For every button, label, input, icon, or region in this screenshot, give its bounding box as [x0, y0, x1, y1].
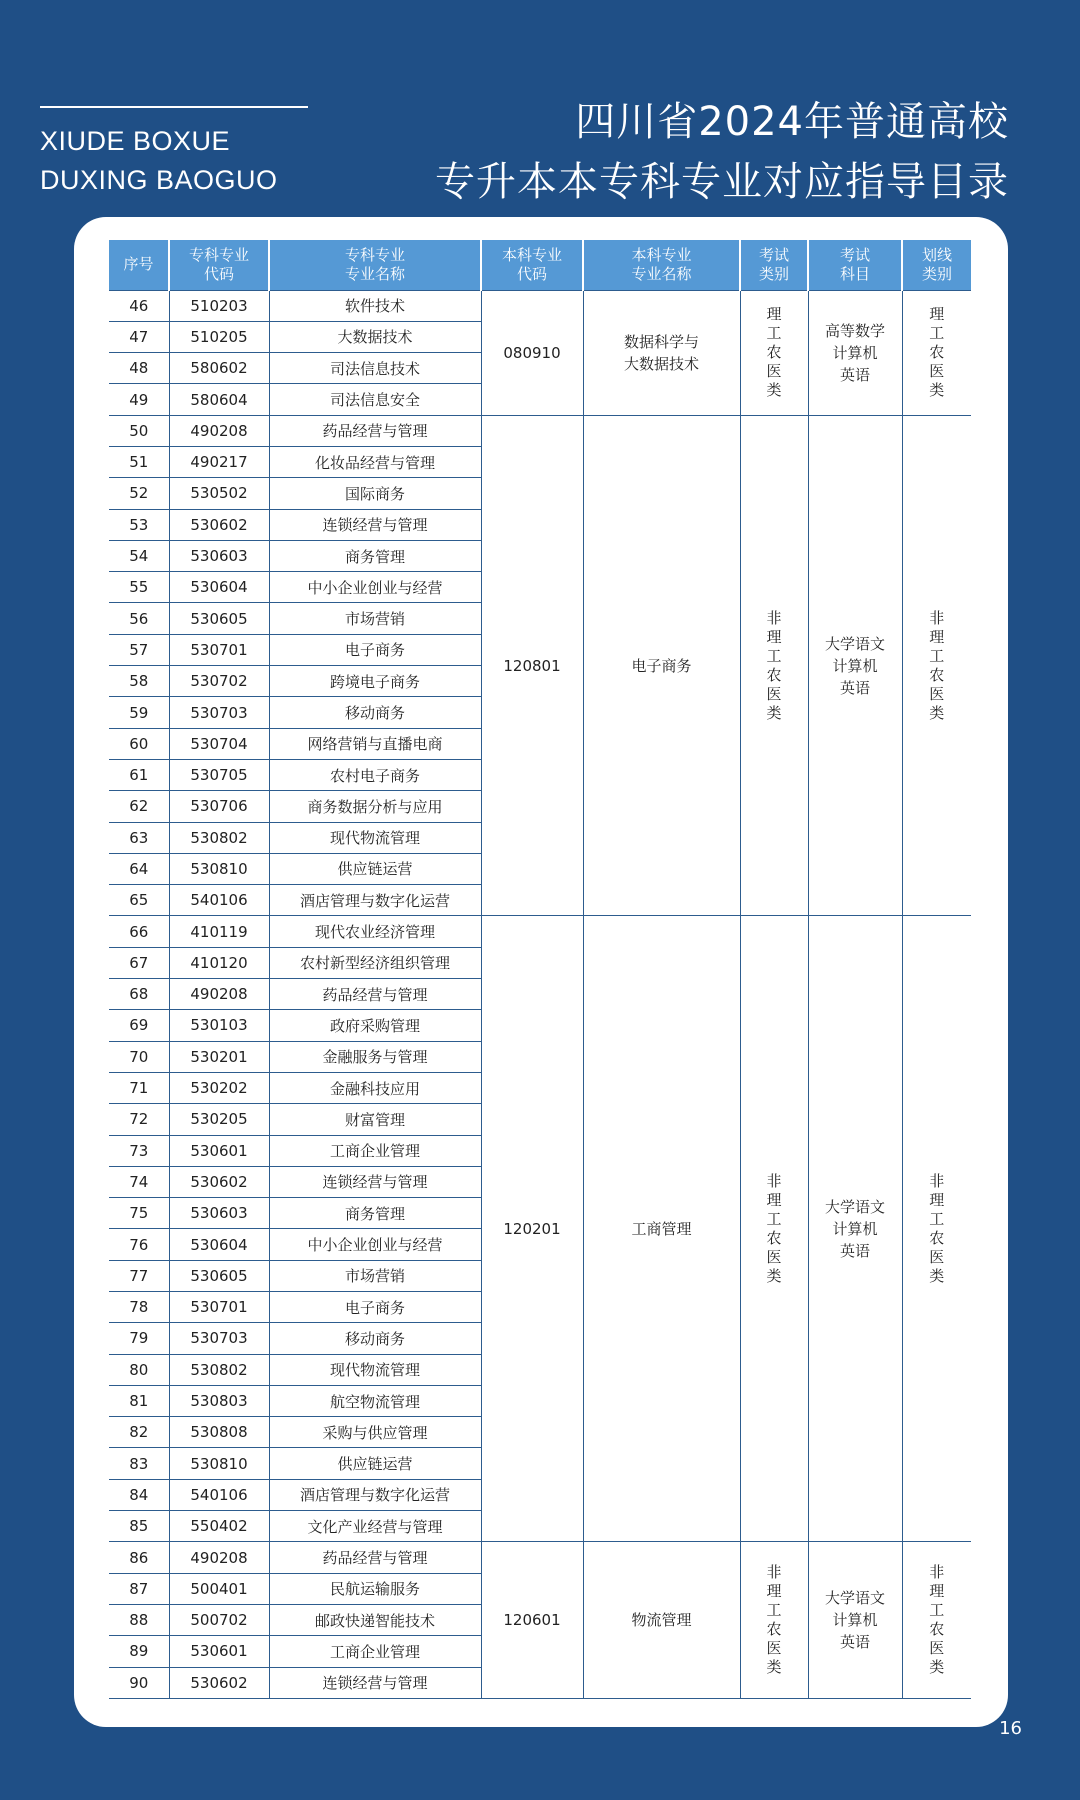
row-number-cell: 82: [109, 1417, 169, 1448]
bk-name-line: 电子商务: [631, 656, 692, 675]
zk-code-cell: 530802: [169, 1354, 269, 1385]
row-number-cell: 54: [109, 540, 169, 571]
zk-name-cell: 民航运输服务: [269, 1573, 481, 1604]
table-header-cell: [808, 240, 902, 290]
row-number-cell: 80: [109, 1354, 169, 1385]
bk-name-line: 数据科学与: [623, 332, 699, 351]
table-header-cell: [269, 240, 481, 290]
zk-code-cell: 580604: [169, 384, 269, 415]
row-number-cell: 79: [109, 1323, 169, 1354]
zk-name-cell: 移动商务: [269, 1323, 481, 1354]
zk-code-cell: 490208: [169, 1542, 269, 1573]
zk-name-cell: 采购与供应管理: [269, 1417, 481, 1448]
zk-name-cell: 现代物流管理: [269, 822, 481, 853]
row-number-cell: 58: [109, 666, 169, 697]
exam-subject-line: 大学语文: [824, 1589, 885, 1608]
zk-name-cell: 中小企业创业与经营: [269, 572, 481, 603]
bk-name-line: 工商管理: [631, 1219, 692, 1238]
row-number-cell: 53: [109, 509, 169, 540]
zk-name-cell: 商务数据分析与应用: [269, 791, 481, 822]
zk-name-cell: 大数据技术: [269, 321, 481, 352]
zk-code-cell: 530604: [169, 1229, 269, 1260]
zk-name-cell: 商务管理: [269, 540, 481, 571]
header-label-line-1: 专科专业: [344, 245, 405, 264]
row-number-cell: 55: [109, 572, 169, 603]
row-number-cell: 85: [109, 1511, 169, 1542]
zk-code-cell: 500401: [169, 1573, 269, 1604]
zk-code-cell: 530205: [169, 1104, 269, 1135]
exam-subject-line: 计算机: [832, 343, 878, 362]
zk-code-cell: 530604: [169, 572, 269, 603]
bk-name-cell: [583, 290, 740, 415]
bk-name-cell: [583, 916, 740, 1542]
header-label-line-2: 专业名称: [631, 264, 692, 283]
row-number-cell: 69: [109, 1010, 169, 1041]
zk-name-cell: 软件技术: [269, 290, 481, 321]
row-number-cell: 76: [109, 1229, 169, 1260]
exam-subjects-cell: [808, 290, 902, 415]
zk-name-cell: 航空物流管理: [269, 1385, 481, 1416]
row-number-cell: 65: [109, 885, 169, 916]
zk-code-cell: 530602: [169, 509, 269, 540]
row-number-cell: 56: [109, 603, 169, 634]
zk-code-cell: 530601: [169, 1636, 269, 1667]
bk-name-cell: [583, 415, 740, 916]
bk-name-line: 大数据技术: [623, 354, 699, 373]
zk-code-cell: 530706: [169, 791, 269, 822]
zk-name-cell: 连锁经营与管理: [269, 1166, 481, 1197]
table-header-cell: [902, 240, 971, 290]
zk-code-cell: 490208: [169, 415, 269, 446]
header-label-line-1: 本科专业: [501, 245, 562, 264]
zk-code-cell: 530808: [169, 1417, 269, 1448]
zk-code-cell: 530603: [169, 1198, 269, 1229]
header-label-line-1: 划线: [921, 245, 952, 264]
header-label-line-1: 本科专业: [631, 245, 692, 264]
exam-subject-line: 英语: [839, 678, 870, 697]
page-title: [435, 92, 1009, 212]
header-label-line-1: 序号: [123, 255, 154, 274]
zk-name-cell: 财富管理: [269, 1104, 481, 1135]
header-label-line-1: 专科专业: [188, 245, 249, 264]
zk-name-cell: 电子商务: [269, 1292, 481, 1323]
zk-name-cell: 酒店管理与数字化运营: [269, 885, 481, 916]
zk-code-cell: 530701: [169, 634, 269, 665]
bk-name-cell: [583, 1542, 740, 1698]
zk-code-cell: 530703: [169, 1323, 269, 1354]
table-header-cell: [740, 240, 808, 290]
zk-code-cell: 550402: [169, 1511, 269, 1542]
line-type-text: 理工农医类: [929, 305, 945, 400]
major-mapping-table: [109, 240, 971, 1699]
zk-code-cell: 530601: [169, 1135, 269, 1166]
row-number-cell: 83: [109, 1448, 169, 1479]
line-type-text: 非理工农医类: [929, 608, 945, 722]
row-number-cell: 57: [109, 634, 169, 665]
row-number-cell: 81: [109, 1385, 169, 1416]
line-type-cell: [902, 916, 971, 1542]
row-number-cell: 50: [109, 415, 169, 446]
row-number-cell: 73: [109, 1135, 169, 1166]
row-number-cell: 70: [109, 1041, 169, 1072]
zk-name-cell: 市场营销: [269, 1260, 481, 1291]
zk-name-cell: 农村新型经济组织管理: [269, 947, 481, 978]
zk-code-cell: 530802: [169, 822, 269, 853]
zk-name-cell: 跨境电子商务: [269, 666, 481, 697]
table-row: [109, 1542, 971, 1573]
zk-code-cell: 410120: [169, 947, 269, 978]
exam-subject-line: 英语: [839, 365, 870, 384]
table-body: [109, 290, 971, 1698]
row-number-cell: 88: [109, 1604, 169, 1635]
zk-name-cell: 司法信息技术: [269, 353, 481, 384]
zk-name-cell: 电子商务: [269, 634, 481, 665]
bk-code-cell: 120801: [481, 415, 583, 916]
brand-line-1: XIUDE BOXUE: [40, 126, 231, 156]
row-number-cell: 89: [109, 1636, 169, 1667]
zk-code-cell: 530705: [169, 759, 269, 790]
row-number-cell: 47: [109, 321, 169, 352]
header-label-line-2: 类别: [921, 264, 952, 283]
header-label-line-2: 类别: [758, 264, 789, 283]
header-label-line-1: 考试: [839, 245, 870, 264]
zk-code-cell: 530603: [169, 540, 269, 571]
exam-type-cell: [740, 1542, 808, 1698]
row-number-cell: 62: [109, 791, 169, 822]
row-number-cell: 64: [109, 853, 169, 884]
row-number-cell: 52: [109, 478, 169, 509]
zk-name-cell: 供应链运营: [269, 1448, 481, 1479]
zk-name-cell: 商务管理: [269, 1198, 481, 1229]
zk-code-cell: 580602: [169, 353, 269, 384]
zk-name-cell: 市场营销: [269, 603, 481, 634]
row-number-cell: 74: [109, 1166, 169, 1197]
zk-name-cell: 现代农业经济管理: [269, 916, 481, 947]
header-divider: [40, 106, 308, 108]
row-number-cell: 90: [109, 1667, 169, 1698]
zk-name-cell: 药品经营与管理: [269, 979, 481, 1010]
row-number-cell: 86: [109, 1542, 169, 1573]
page-title-line-2: 专升本本专科专业对应指导目录: [435, 159, 1009, 205]
line-type-cell: [902, 290, 971, 415]
zk-name-cell: 金融科技应用: [269, 1072, 481, 1103]
row-number-cell: 60: [109, 728, 169, 759]
zk-name-cell: 现代物流管理: [269, 1354, 481, 1385]
bk-name-line: 物流管理: [631, 1611, 692, 1630]
zk-name-cell: 国际商务: [269, 478, 481, 509]
table-header-cell: [109, 240, 169, 290]
table-header-cell: [583, 240, 740, 290]
header-label-line-2: 科目: [839, 264, 870, 283]
table-header-cell: [169, 240, 269, 290]
exam-subject-line: 高等数学: [824, 321, 885, 340]
zk-code-cell: 530602: [169, 1166, 269, 1197]
zk-name-cell: 政府采购管理: [269, 1010, 481, 1041]
row-number-cell: 78: [109, 1292, 169, 1323]
zk-name-cell: 化妆品经营与管理: [269, 446, 481, 477]
zk-name-cell: 连锁经营与管理: [269, 1667, 481, 1698]
page-title-line-1: 四川省2024年普通高校: [575, 99, 1009, 145]
exam-subjects-cell: [808, 415, 902, 916]
zk-code-cell: 490208: [169, 979, 269, 1010]
row-number-cell: 87: [109, 1573, 169, 1604]
zk-name-cell: 文化产业经营与管理: [269, 1511, 481, 1542]
zk-code-cell: 510205: [169, 321, 269, 352]
exam-subject-line: 英语: [839, 1633, 870, 1652]
line-type-cell: [902, 1542, 971, 1698]
zk-name-cell: 中小企业创业与经营: [269, 1229, 481, 1260]
header-label-line-2: 专业名称: [344, 264, 405, 283]
zk-code-cell: 530702: [169, 666, 269, 697]
zk-code-cell: 530502: [169, 478, 269, 509]
bk-code-cell: 120601: [481, 1542, 583, 1698]
row-number-cell: 49: [109, 384, 169, 415]
row-number-cell: 84: [109, 1479, 169, 1510]
zk-code-cell: 530605: [169, 1260, 269, 1291]
exam-type-cell: [740, 916, 808, 1542]
zk-name-cell: 金融服务与管理: [269, 1041, 481, 1072]
zk-name-cell: 工商企业管理: [269, 1135, 481, 1166]
zk-name-cell: 酒店管理与数字化运营: [269, 1479, 481, 1510]
exam-type-cell: [740, 290, 808, 415]
table-header-row: [109, 240, 971, 290]
exam-type-text: 理工农医类: [766, 305, 782, 400]
zk-code-cell: 530703: [169, 697, 269, 728]
zk-code-cell: 530810: [169, 1448, 269, 1479]
header-label-line-2: 代码: [516, 264, 547, 283]
exam-subject-line: 大学语文: [824, 634, 885, 653]
zk-code-cell: 540106: [169, 885, 269, 916]
line-type-text: 非理工农医类: [929, 1563, 945, 1677]
zk-name-cell: 农村电子商务: [269, 759, 481, 790]
exam-type-text: 非理工农医类: [766, 608, 782, 722]
zk-name-cell: 工商企业管理: [269, 1636, 481, 1667]
zk-code-cell: 530201: [169, 1041, 269, 1072]
row-number-cell: 68: [109, 979, 169, 1010]
zk-name-cell: 药品经营与管理: [269, 1542, 481, 1573]
zk-code-cell: 490217: [169, 446, 269, 477]
zk-name-cell: 移动商务: [269, 697, 481, 728]
row-number-cell: 77: [109, 1260, 169, 1291]
bk-code-cell: 120201: [481, 916, 583, 1542]
row-number-cell: 63: [109, 822, 169, 853]
exam-type-cell: [740, 415, 808, 916]
zk-code-cell: 500702: [169, 1604, 269, 1635]
row-number-cell: 61: [109, 759, 169, 790]
zk-code-cell: 540106: [169, 1479, 269, 1510]
zk-code-cell: 530605: [169, 603, 269, 634]
exam-type-text: 非理工农医类: [766, 1563, 782, 1677]
exam-subjects-cell: [808, 1542, 902, 1698]
page-number: 16: [999, 1718, 1022, 1739]
zk-code-cell: 530810: [169, 853, 269, 884]
row-number-cell: 66: [109, 916, 169, 947]
exam-subjects-cell: [808, 916, 902, 1542]
zk-code-cell: 530803: [169, 1385, 269, 1416]
row-number-cell: 59: [109, 697, 169, 728]
exam-subject-line: 英语: [839, 1241, 870, 1260]
zk-name-cell: 邮政快递智能技术: [269, 1604, 481, 1635]
table-row: [109, 290, 971, 321]
row-number-cell: 51: [109, 446, 169, 477]
table-header-cell: [481, 240, 583, 290]
zk-code-cell: 530701: [169, 1292, 269, 1323]
zk-name-cell: 连锁经营与管理: [269, 509, 481, 540]
row-number-cell: 46: [109, 290, 169, 321]
brand-slogan: [40, 122, 278, 200]
row-number-cell: 48: [109, 353, 169, 384]
line-type-text: 非理工农医类: [929, 1171, 945, 1285]
exam-subject-line: 计算机: [832, 1219, 878, 1238]
table-row: [109, 916, 971, 947]
exam-subject-line: 大学语文: [824, 1197, 885, 1216]
bk-code-cell: 080910: [481, 290, 583, 415]
zk-name-cell: 司法信息安全: [269, 384, 481, 415]
exam-subject-line: 计算机: [832, 1611, 878, 1630]
line-type-cell: [902, 415, 971, 916]
row-number-cell: 75: [109, 1198, 169, 1229]
zk-name-cell: 网络营销与直播电商: [269, 728, 481, 759]
zk-code-cell: 410119: [169, 916, 269, 947]
zk-name-cell: 供应链运营: [269, 853, 481, 884]
brand-line-2: DUXING BAOGUO: [40, 165, 278, 195]
zk-name-cell: 药品经营与管理: [269, 415, 481, 446]
table-row: [109, 415, 971, 446]
row-number-cell: 72: [109, 1104, 169, 1135]
zk-code-cell: 510203: [169, 290, 269, 321]
exam-subject-line: 计算机: [832, 656, 878, 675]
row-number-cell: 67: [109, 947, 169, 978]
zk-code-cell: 530103: [169, 1010, 269, 1041]
exam-type-text: 非理工农医类: [766, 1171, 782, 1285]
header-label-line-2: 代码: [203, 264, 234, 283]
zk-code-cell: 530704: [169, 728, 269, 759]
zk-code-cell: 530202: [169, 1072, 269, 1103]
row-number-cell: 71: [109, 1072, 169, 1103]
zk-code-cell: 530602: [169, 1667, 269, 1698]
header-label-line-1: 考试: [758, 245, 789, 264]
